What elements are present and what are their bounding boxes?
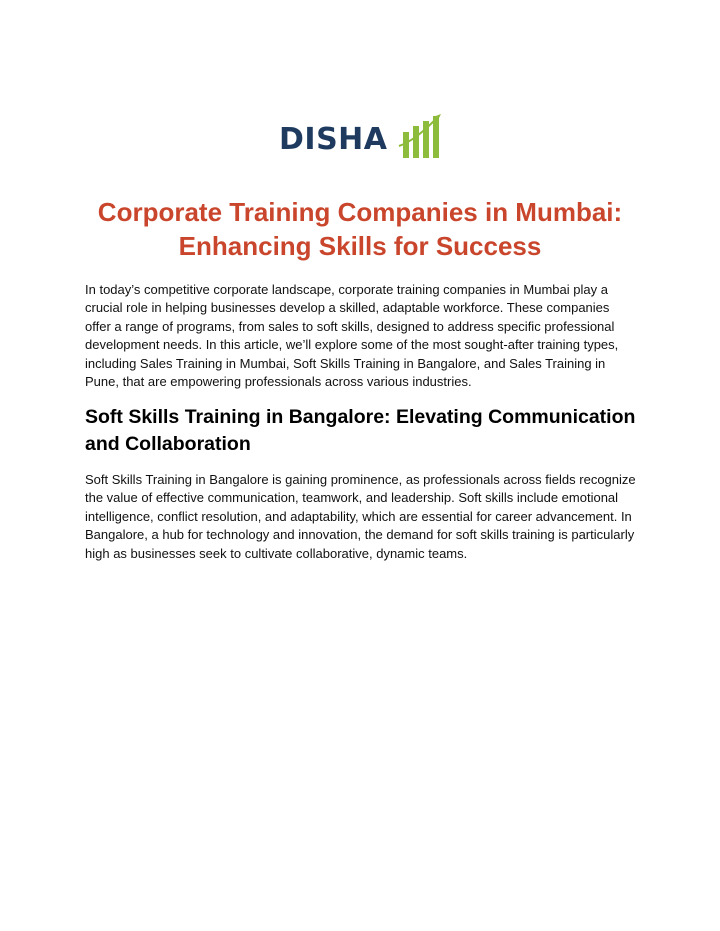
section-heading: Soft Skills Training in Bangalore: Elevating Communication and Collaboration bbox=[85, 406, 636, 455]
growth-bars-icon bbox=[397, 112, 445, 160]
disha-logo bbox=[279, 112, 445, 160]
section-paragraph: Soft Skills Training in Bangalore is gaining prominence, as professionals across fields recognize the value of effective communication, teamwork, and leadership. Soft skills include emotional intelligence, conflict resolution, and adaptability, which are essential for career advancement. In Bangalore, a hub for technology and innovation, the demand for soft skills training is particularly high as businesses seek to cultivate collaborative, dynamic teams. bbox=[85, 472, 636, 561]
logo-wordmark: DISHA bbox=[279, 122, 388, 157]
page-title: Corporate Training Companies in Mumbai: Enhancing Skills for Success bbox=[97, 197, 623, 261]
intro-paragraph: In today’s competitive corporate landscape, corporate training companies in Mumbai play a crucial role in helping businesses develop a skilled, adaptable workforce. These companies offer a range of programs, from sales to soft skills, designed to address specific professional development needs. In this article, we’ll explore some of the most sought-after training types, including Sales Training in Mumbai, Soft Skills Training in Bangalore, and Sales Training in Pune, that are empowering professionals across various industries. bbox=[85, 282, 619, 390]
